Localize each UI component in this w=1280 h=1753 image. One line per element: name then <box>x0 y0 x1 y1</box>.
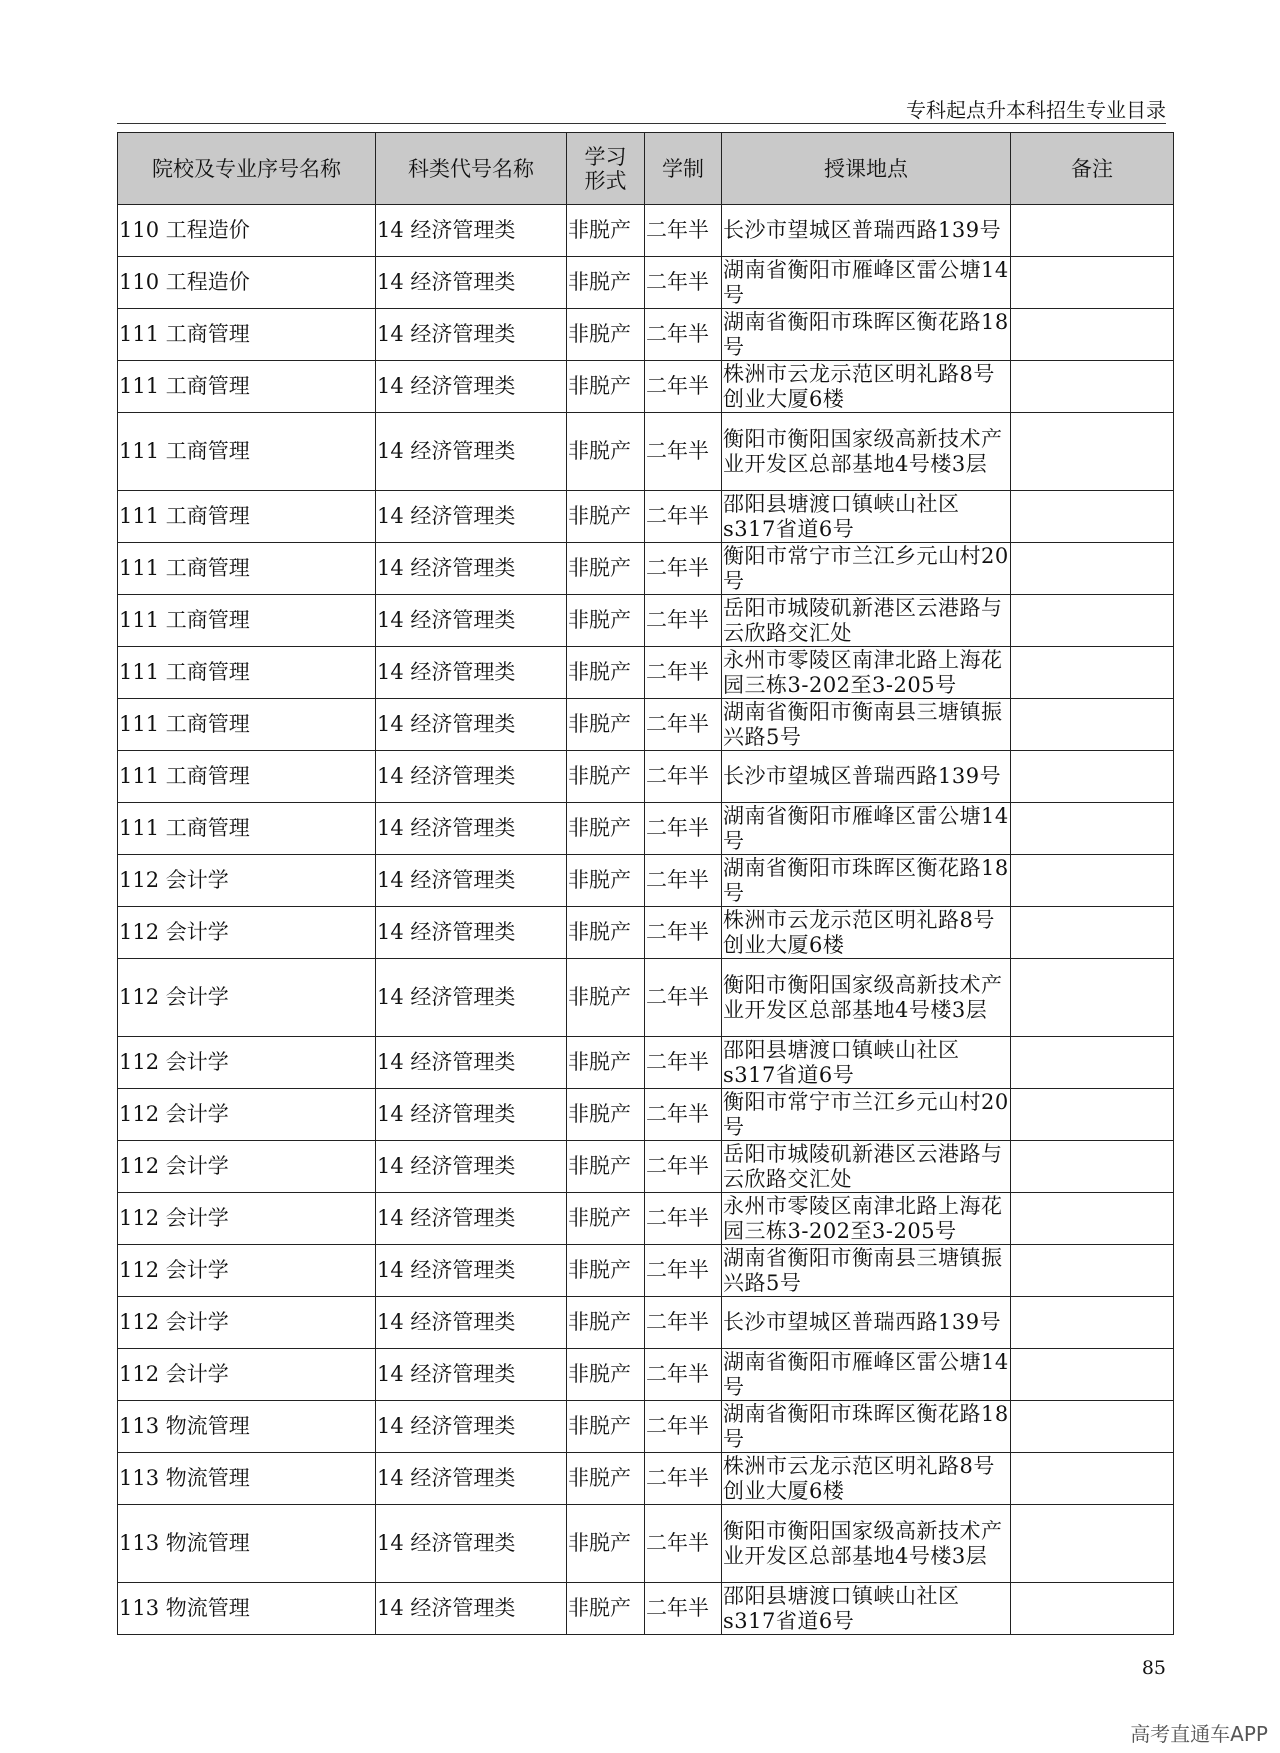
page-number: 85 <box>1141 1657 1166 1679</box>
page-header-title: 专科起点升本科招生专业目录 <box>906 98 1166 122</box>
cell-duration: 二年半 <box>645 543 722 595</box>
cell-note <box>1011 959 1174 1037</box>
cell-location: 长沙市望城区普瑞西路139号 <box>722 205 1011 257</box>
cell-school: 111 工商管理 <box>118 647 376 699</box>
cell-location: 邵阳县塘渡口镇峡山社区s317省道6号 <box>722 1583 1011 1635</box>
header-rule <box>117 123 1166 124</box>
cell-form: 非脱产 <box>567 361 645 413</box>
cell-category: 14 经济管理类 <box>376 1505 567 1583</box>
cell-category: 14 经济管理类 <box>376 1583 567 1635</box>
cell-location: 长沙市望城区普瑞西路139号 <box>722 1297 1011 1349</box>
col-header-category: 科类代号名称 <box>376 133 567 205</box>
cell-location: 湖南省衡阳市衡南县三塘镇振兴路5号 <box>722 699 1011 751</box>
cell-note <box>1011 751 1174 803</box>
cell-school: 111 工商管理 <box>118 543 376 595</box>
cell-category: 14 经济管理类 <box>376 1193 567 1245</box>
cell-location: 湖南省衡阳市珠晖区衡花路18号 <box>723 1401 1009 1451</box>
cell-category: 14 经济管理类 <box>376 543 567 595</box>
cell-note <box>1011 413 1174 491</box>
cell-form: 非脱产 <box>567 647 645 699</box>
cell-school: 113 物流管理 <box>118 1583 376 1635</box>
cell-form: 非脱产 <box>567 1297 645 1349</box>
col-header-location: 授课地点 <box>722 133 1011 205</box>
cell-school: 112 会计学 <box>118 1245 376 1297</box>
cell-duration: 二年半 <box>645 1089 722 1141</box>
cell-duration: 二年半 <box>645 1401 722 1453</box>
cell-duration: 二年半 <box>645 205 722 257</box>
table-row <box>118 413 1174 491</box>
cell-category: 14 经济管理类 <box>376 751 567 803</box>
cell-duration: 二年半 <box>645 1349 722 1401</box>
table-row <box>118 1089 1174 1141</box>
cell-duration: 二年半 <box>645 1583 722 1635</box>
cell-duration: 二年半 <box>645 413 722 491</box>
cell-location: 衡阳市常宁市兰江乡元山村20号 <box>723 543 1009 593</box>
cell-note <box>1011 1453 1174 1505</box>
cell-note <box>1011 1505 1174 1583</box>
cell-location: 岳阳市城陵矶新港区云港路与云欣路交汇处 <box>722 1141 1011 1193</box>
cell-note <box>1011 491 1174 543</box>
cell-duration: 二年半 <box>645 1245 722 1297</box>
cell-note <box>1011 855 1174 907</box>
cell-form: 非脱产 <box>567 855 645 907</box>
cell-school: 111 工商管理 <box>118 699 376 751</box>
cell-school: 110 工程造价 <box>118 257 376 309</box>
cell-school: 111 工商管理 <box>118 309 376 361</box>
cell-note <box>1011 1193 1174 1245</box>
cell-form: 非脱产 <box>567 959 645 1037</box>
cell-duration: 二年半 <box>645 257 722 309</box>
cell-note <box>1011 1583 1174 1635</box>
cell-duration: 二年半 <box>645 595 722 647</box>
cell-location: 湖南省衡阳市雁峰区雷公塘14号 <box>723 803 1009 853</box>
table-row <box>118 855 1174 907</box>
cell-note <box>1011 1297 1174 1349</box>
table-row <box>118 543 1174 595</box>
cell-duration: 二年半 <box>645 1193 722 1245</box>
cell-category: 14 经济管理类 <box>376 257 567 309</box>
col-header-form: 学习形式 <box>567 133 645 205</box>
table-row <box>118 491 1174 543</box>
table-row <box>118 1245 1174 1297</box>
cell-category: 14 经济管理类 <box>376 1037 567 1089</box>
cell-school: 113 物流管理 <box>118 1401 376 1453</box>
cell-duration: 二年半 <box>645 803 722 855</box>
cell-note <box>1011 699 1174 751</box>
cell-category: 14 经济管理类 <box>376 1141 567 1193</box>
cell-form: 非脱产 <box>567 699 645 751</box>
enrollment-table <box>117 132 1174 1635</box>
cell-duration: 二年半 <box>645 1453 722 1505</box>
cell-location: 衡阳市衡阳国家级高新技术产业开发区总部基地4号楼3层 <box>722 959 1011 1037</box>
table-row <box>118 257 1174 309</box>
cell-category: 14 经济管理类 <box>376 803 567 855</box>
cell-category: 14 经济管理类 <box>376 361 567 413</box>
cell-school: 113 物流管理 <box>118 1453 376 1505</box>
cell-location: 衡阳市衡阳国家级高新技术产业开发区总部基地4号楼3层 <box>722 1505 1011 1583</box>
cell-location: 永州市零陵区南津北路上海花园三栋3-202至3-205号 <box>722 647 1011 699</box>
cell-form: 非脱产 <box>567 1583 645 1635</box>
cell-location: 株洲市云龙示范区明礼路8号创业大厦6楼 <box>722 361 1011 413</box>
cell-school: 113 物流管理 <box>118 1505 376 1583</box>
cell-form: 非脱产 <box>567 1349 645 1401</box>
table-row <box>118 959 1174 1037</box>
cell-note <box>1011 257 1174 309</box>
cell-form: 非脱产 <box>567 205 645 257</box>
cell-location: 湖南省衡阳市珠晖区衡花路18号 <box>723 309 1009 359</box>
col-header-school: 院校及专业序号名称 <box>118 133 376 205</box>
table-row <box>118 309 1174 361</box>
cell-form: 非脱产 <box>567 1401 645 1453</box>
table-row <box>118 595 1174 647</box>
cell-school: 112 会计学 <box>118 1349 376 1401</box>
cell-note <box>1011 1089 1174 1141</box>
table-row <box>118 1401 1174 1453</box>
cell-form: 非脱产 <box>567 1089 645 1141</box>
table-header-row <box>118 133 1174 205</box>
table-row <box>118 751 1174 803</box>
table-row <box>118 361 1174 413</box>
cell-category: 14 经济管理类 <box>376 1089 567 1141</box>
cell-category: 14 经济管理类 <box>376 1297 567 1349</box>
cell-category: 14 经济管理类 <box>376 1349 567 1401</box>
cell-category: 14 经济管理类 <box>376 907 567 959</box>
cell-category: 14 经济管理类 <box>376 1401 567 1453</box>
cell-location: 衡阳市常宁市兰江乡元山村20号 <box>723 1089 1009 1139</box>
cell-duration: 二年半 <box>645 1037 722 1089</box>
cell-form: 非脱产 <box>567 257 645 309</box>
cell-category: 14 经济管理类 <box>376 959 567 1037</box>
table-row <box>118 1453 1174 1505</box>
cell-form: 非脱产 <box>567 543 645 595</box>
cell-form: 非脱产 <box>567 907 645 959</box>
cell-category: 14 经济管理类 <box>376 699 567 751</box>
cell-location: 邵阳县塘渡口镇峡山社区s317省道6号 <box>722 1037 1011 1089</box>
cell-note <box>1011 309 1174 361</box>
cell-note <box>1011 361 1174 413</box>
cell-location: 永州市零陵区南津北路上海花园三栋3-202至3-205号 <box>722 1193 1011 1245</box>
cell-note <box>1011 647 1174 699</box>
cell-form: 非脱产 <box>567 595 645 647</box>
cell-school: 112 会计学 <box>118 1141 376 1193</box>
table-row <box>118 1349 1174 1401</box>
cell-duration: 二年半 <box>645 491 722 543</box>
cell-note <box>1011 205 1174 257</box>
cell-duration: 二年半 <box>645 699 722 751</box>
cell-form: 非脱产 <box>567 413 645 491</box>
cell-location: 邵阳县塘渡口镇峡山社区s317省道6号 <box>722 491 1011 543</box>
cell-location: 岳阳市城陵矶新港区云港路与云欣路交汇处 <box>722 595 1011 647</box>
watermark: 高考直通车APP <box>1130 1722 1268 1746</box>
cell-school: 111 工商管理 <box>118 595 376 647</box>
cell-category: 14 经济管理类 <box>376 1453 567 1505</box>
cell-school: 111 工商管理 <box>118 751 376 803</box>
cell-note <box>1011 1245 1174 1297</box>
cell-duration: 二年半 <box>645 1297 722 1349</box>
cell-form: 非脱产 <box>567 491 645 543</box>
cell-category: 14 经济管理类 <box>376 595 567 647</box>
table-row <box>118 1193 1174 1245</box>
cell-form: 非脱产 <box>567 309 645 361</box>
cell-category: 14 经济管理类 <box>376 309 567 361</box>
cell-note <box>1011 1349 1174 1401</box>
cell-category: 14 经济管理类 <box>376 855 567 907</box>
cell-duration: 二年半 <box>645 907 722 959</box>
cell-duration: 二年半 <box>645 1505 722 1583</box>
cell-school: 112 会计学 <box>118 855 376 907</box>
cell-duration: 二年半 <box>645 647 722 699</box>
cell-school: 111 工商管理 <box>118 361 376 413</box>
cell-duration: 二年半 <box>645 1141 722 1193</box>
cell-location: 湖南省衡阳市雁峰区雷公塘14号 <box>723 1349 1009 1399</box>
table-body <box>118 205 1174 1635</box>
cell-duration: 二年半 <box>645 959 722 1037</box>
table-row <box>118 1505 1174 1583</box>
cell-category: 14 经济管理类 <box>376 413 567 491</box>
table-row <box>118 1297 1174 1349</box>
table-row <box>118 205 1174 257</box>
cell-form: 非脱产 <box>567 751 645 803</box>
cell-location: 株洲市云龙示范区明礼路8号创业大厦6楼 <box>722 907 1011 959</box>
cell-category: 14 经济管理类 <box>376 205 567 257</box>
table-row <box>118 699 1174 751</box>
cell-school: 112 会计学 <box>118 1089 376 1141</box>
cell-note <box>1011 595 1174 647</box>
cell-location: 衡阳市衡阳国家级高新技术产业开发区总部基地4号楼3层 <box>722 413 1011 491</box>
cell-location: 长沙市望城区普瑞西路139号 <box>722 751 1011 803</box>
cell-form: 非脱产 <box>567 1193 645 1245</box>
cell-note <box>1011 1401 1174 1453</box>
cell-form: 非脱产 <box>567 1453 645 1505</box>
table-row <box>118 803 1174 855</box>
cell-duration: 二年半 <box>645 751 722 803</box>
cell-school: 112 会计学 <box>118 959 376 1037</box>
cell-form: 非脱产 <box>567 1505 645 1583</box>
cell-note <box>1011 543 1174 595</box>
cell-category: 14 经济管理类 <box>376 647 567 699</box>
cell-location: 株洲市云龙示范区明礼路8号创业大厦6楼 <box>722 1453 1011 1505</box>
cell-duration: 二年半 <box>645 309 722 361</box>
cell-duration: 二年半 <box>645 855 722 907</box>
col-header-duration: 学制 <box>645 133 722 205</box>
cell-note <box>1011 1037 1174 1089</box>
cell-school: 112 会计学 <box>118 907 376 959</box>
cell-location: 湖南省衡阳市珠晖区衡花路18号 <box>723 855 1009 905</box>
table-row <box>118 1141 1174 1193</box>
cell-school: 111 工商管理 <box>118 491 376 543</box>
cell-duration: 二年半 <box>645 361 722 413</box>
table-row <box>118 907 1174 959</box>
cell-note <box>1011 803 1174 855</box>
cell-form: 非脱产 <box>567 1037 645 1089</box>
cell-note <box>1011 1141 1174 1193</box>
cell-category: 14 经济管理类 <box>376 1245 567 1297</box>
cell-form: 非脱产 <box>567 1245 645 1297</box>
cell-school: 111 工商管理 <box>118 413 376 491</box>
cell-category: 14 经济管理类 <box>376 491 567 543</box>
cell-school: 112 会计学 <box>118 1193 376 1245</box>
cell-location: 湖南省衡阳市衡南县三塘镇振兴路5号 <box>722 1245 1011 1297</box>
table-row <box>118 1583 1174 1635</box>
cell-school: 110 工程造价 <box>118 205 376 257</box>
cell-school: 112 会计学 <box>118 1297 376 1349</box>
table-row <box>118 647 1174 699</box>
cell-form: 非脱产 <box>567 803 645 855</box>
cell-school: 111 工商管理 <box>118 803 376 855</box>
cell-note <box>1011 907 1174 959</box>
cell-location: 湖南省衡阳市雁峰区雷公塘14号 <box>723 257 1009 307</box>
cell-school: 112 会计学 <box>118 1037 376 1089</box>
table-row <box>118 1037 1174 1089</box>
cell-form: 非脱产 <box>567 1141 645 1193</box>
col-header-note: 备注 <box>1011 133 1174 205</box>
